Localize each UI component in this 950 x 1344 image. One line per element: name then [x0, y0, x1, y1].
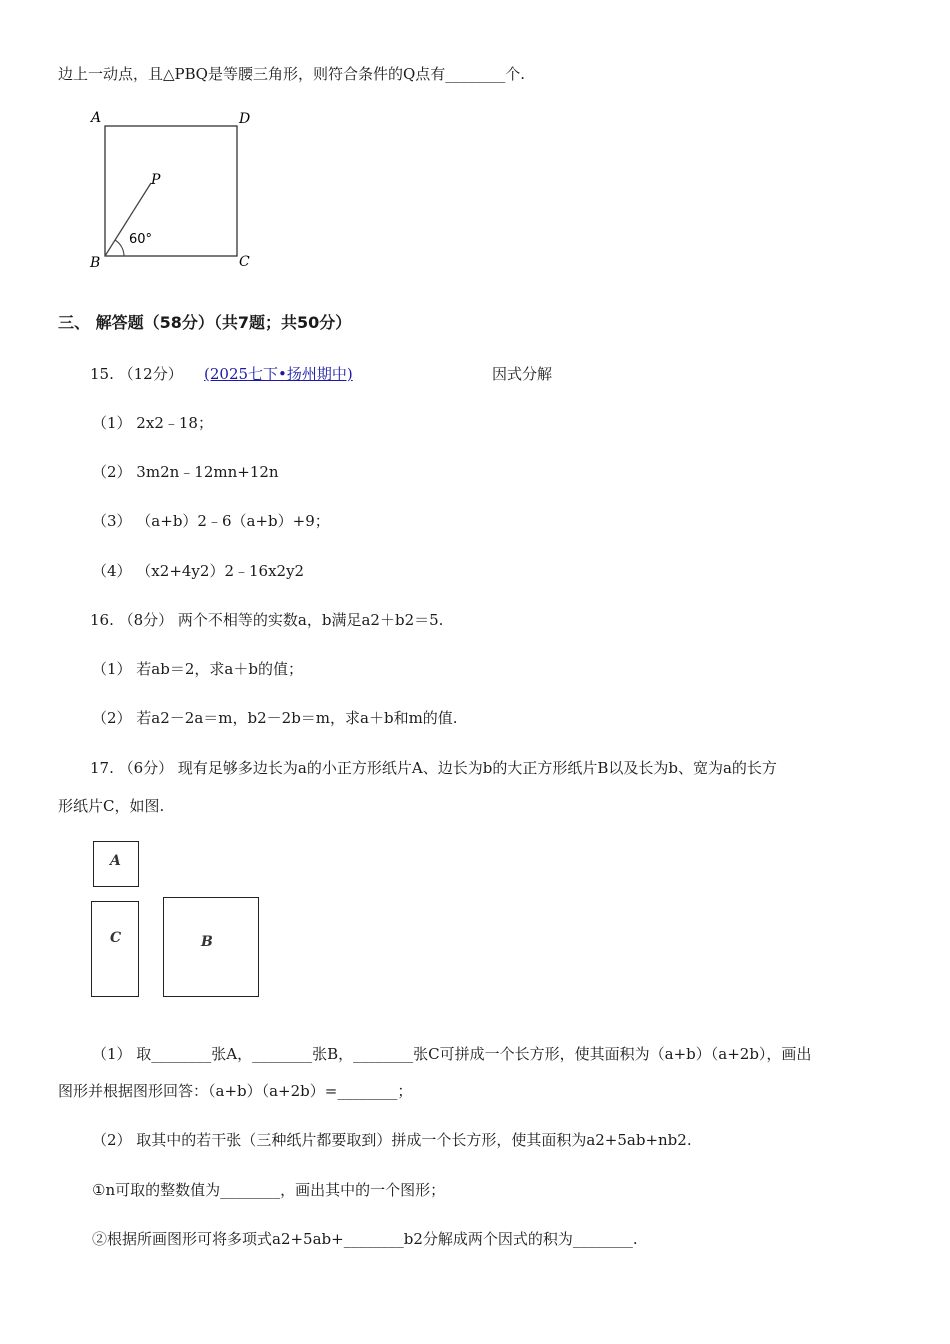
angle-arc [115, 240, 124, 256]
vertex-b-label: B [90, 255, 101, 271]
paper-a-label: A [110, 853, 121, 869]
paper-c-label: C [110, 930, 122, 946]
paper-c [91, 901, 139, 997]
q17-part1-line-2: 图形并根据图形回答：（a+b）（a+2b）=________； [58, 1082, 413, 1100]
section-heading: 三、 解答题（58分）（共7题；共50分） [58, 313, 352, 332]
q17-line-1: 17. （6分） 现有足够多边长为a的小正方形纸片A、边长为b的大正方形纸片B以及长为b、宽为a的长方 [90, 759, 777, 777]
paper-b-label: B [201, 934, 213, 950]
square-abcd [105, 126, 237, 256]
vertex-a-label: A [91, 110, 102, 126]
q16-head: 16. （8分） 两个不相等的实数a，b满足a2＋b2＝5. [90, 611, 444, 629]
q15-item-4: （4） （x2+4y2）2﹣16x2y2 [92, 562, 305, 580]
q15-source-link[interactable]: (2025七下•扬州期中) [204, 365, 353, 383]
q16-item-2: （2） 若a2－2a＝m，b2－2b＝m，求a＋b和m的值. [92, 709, 458, 727]
top-line: 边上一动点，且△PBQ是等腰三角形，则符合条件的Q点有________个. [58, 65, 526, 83]
q16-item-1: （1） 若ab＝2，求a＋b的值； [92, 660, 303, 678]
q17-part1-line-1: （1） 取________张A，________张B，________张C可拼成一个长方形，使其面积为（a+b）（a+2b），画出 [92, 1045, 812, 1063]
q15-item-2: （2） 3m2n﹣12mn+12n [92, 463, 279, 481]
q15-item-3: （3） （a+b）2﹣6（a+b）+9； [92, 512, 330, 530]
angle-label: 60° [129, 232, 153, 247]
vertex-d-label: D [239, 111, 251, 127]
q15-item-1: （1） 2x2﹣18； [92, 414, 213, 432]
q15-head: 15. （12分） [90, 365, 183, 383]
square-figure [82, 104, 262, 274]
q17-line-2: 形纸片C，如图. [58, 797, 165, 815]
q17-part2: （2） 取其中的若干张（三种纸片都要取到）拼成一个长方形，使其面积为a2+5ab+nb2. [92, 1131, 692, 1149]
q17-sub-2: ②根据所画图形可将多项式a2+5ab+________b2分解成两个因式的积为________. [92, 1230, 638, 1248]
vertex-c-label: C [239, 254, 250, 270]
point-p-label: P [151, 172, 161, 188]
q17-sub-1: ①n可取的整数值为________，画出其中的一个图形； [92, 1181, 446, 1199]
q15-topic: 因式分解 [492, 365, 553, 383]
